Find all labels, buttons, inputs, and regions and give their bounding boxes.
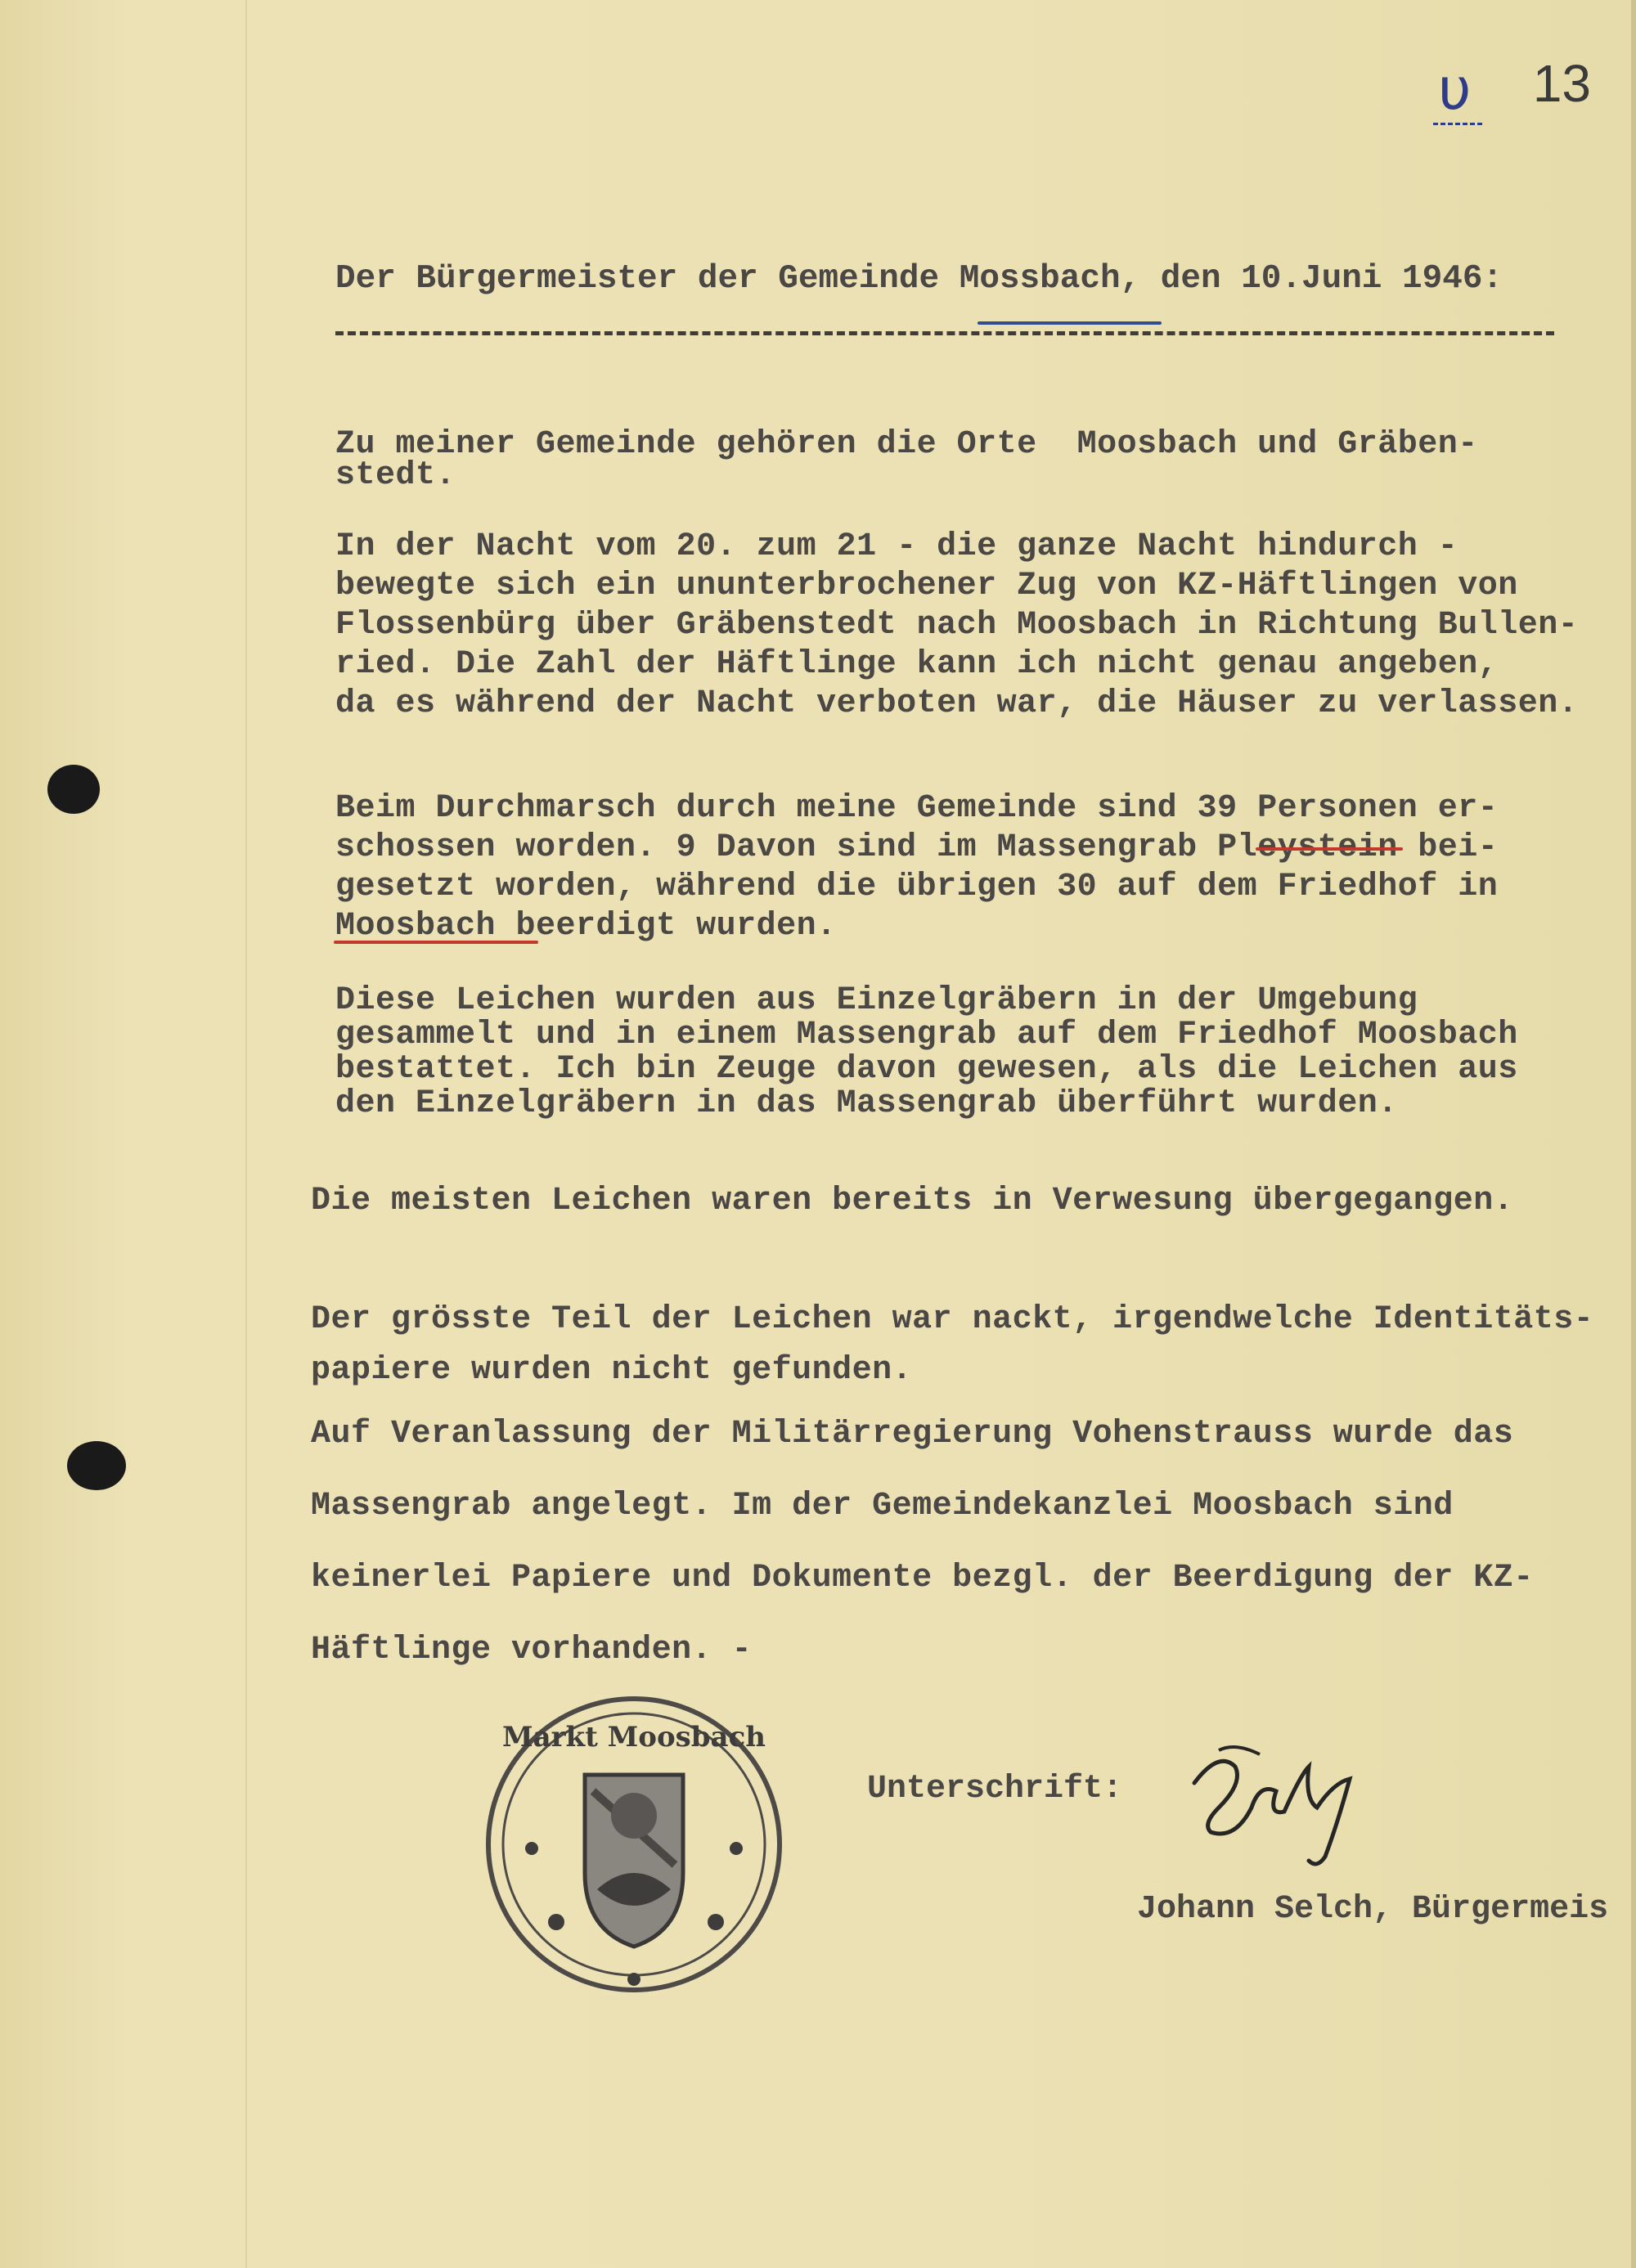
body-line: Diese Leichen wurden aus Einzelgräbern in der Umgebung	[335, 982, 1418, 1019]
body-line: Moosbach beerdigt wurden.	[335, 908, 837, 945]
body-line: den Einzelgräbern in das Massengrab überführt wurden.	[335, 1085, 1398, 1122]
seal-text: Markt Moosbach	[501, 1721, 766, 1754]
body-line: keinerlei Papiere und Dokumente bezgl. der Beerdigung der KZ-	[311, 1560, 1534, 1597]
body-line: gesammelt und in einem Massengrab auf dem Friedhof Moosbach	[335, 1017, 1518, 1053]
body-line: Beim Durchmarsch durch meine Gemeinde sind 39 Personen er-	[335, 790, 1499, 827]
underline-pleystein	[1256, 847, 1403, 851]
header-separator	[335, 331, 1554, 335]
body-line: bestattet. Ich bin Zeuge davon gewesen, als die Leichen aus	[335, 1051, 1518, 1088]
letter-header: Der Bürgermeister der Gemeinde Mossbach, den 10.Juni 1946:	[335, 260, 1503, 298]
punch-hole-upper	[47, 765, 100, 814]
underline-moosbach	[334, 941, 538, 944]
municipal-seal	[483, 1685, 785, 2004]
body-line: Auf Veranlassung der Militärregierung Vohenstrauss wurde das	[311, 1416, 1514, 1453]
body-line: schossen worden. 9 Davon sind im Massengrab Pleystein bei-	[335, 829, 1499, 866]
body-line: stedt.	[335, 457, 456, 494]
punch-hole-lower	[67, 1441, 126, 1490]
paper-edge	[1631, 0, 1636, 2268]
pencil-mark-dashes	[1433, 123, 1482, 125]
body-line: gesetzt worden, während die übrigen 30 auf dem Friedhof in	[335, 869, 1499, 905]
signatory-name: Johann Selch, Bürgermeis	[1137, 1891, 1609, 1928]
handwritten-signature	[1186, 1734, 1382, 1873]
body-line: bewegte sich ein ununterbrochener Zug von KZ-Häftlingen von	[335, 568, 1518, 604]
body-line: Zu meiner Gemeinde gehören die Orte Moosbach und Gräben-	[335, 426, 1478, 463]
header-underline-blue	[978, 321, 1162, 325]
body-line: Flossenbürg über Gräbenstedt nach Moosbach in Richtung Bullen-	[335, 607, 1579, 644]
pencil-mark: υ	[1438, 56, 1472, 123]
body-line: Die meisten Leichen waren bereits in Verwesung übergegangen.	[311, 1183, 1514, 1219]
body-line: In der Nacht vom 20. zum 21 - die ganze Nacht hindurch -	[335, 528, 1458, 565]
page-number: 13	[1532, 54, 1591, 113]
body-line: Der grösste Teil der Leichen war nackt, irgendwelche Identitäts-	[311, 1301, 1594, 1338]
body-line: ried. Die Zahl der Häftlinge kann ich nicht genau angeben,	[335, 646, 1499, 683]
signature-label: Unterschrift:	[867, 1771, 1123, 1808]
paper-fold	[245, 0, 247, 2268]
body-line: Massengrab angelegt. Im der Gemeindekanzlei Moosbach sind	[311, 1488, 1454, 1525]
body-line: Häftlinge vorhanden. -	[311, 1632, 753, 1668]
body-line: papiere wurden nicht gefunden.	[311, 1352, 913, 1389]
body-line: da es während der Nacht verboten war, die Häuser zu verlassen.	[335, 685, 1579, 722]
